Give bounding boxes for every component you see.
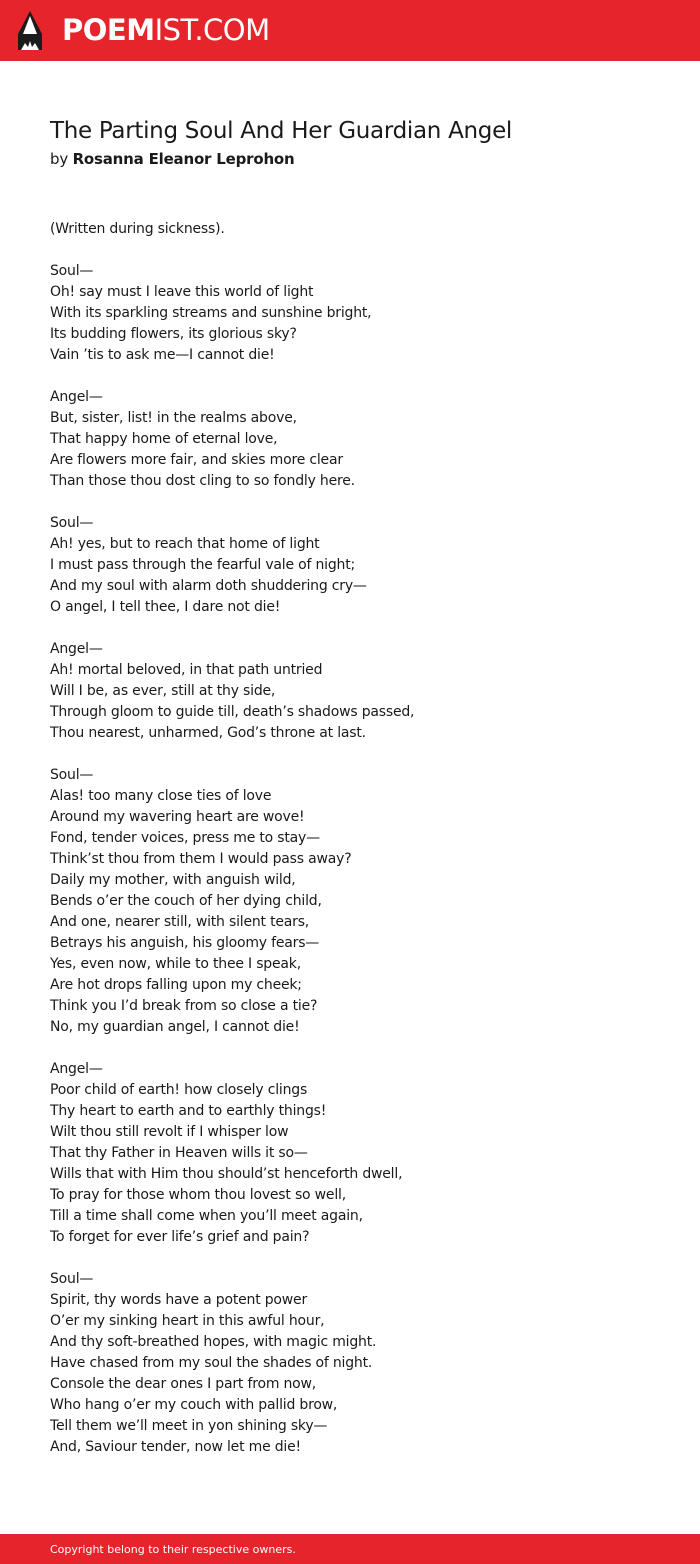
- poem-line: Wills that with Him thou should’st henceforth dwell,: [50, 1166, 403, 1182]
- site-footer: [0, 1534, 700, 1564]
- poem-line: Through gloom to guide till, death’s shadows passed,: [50, 704, 415, 720]
- poem-title: The Parting Soul And Her Guardian Angel: [50, 118, 513, 144]
- poem-line: Thy heart to earth and to earthly things!: [50, 1103, 327, 1119]
- poem-line: Wilt thou still revolt if I whisper low: [50, 1124, 289, 1140]
- poem-body: [50, 219, 414, 1458]
- poem-line: Will I be, as ever, still at thy side,: [50, 683, 276, 699]
- poem-line: Its budding flowers, its glorious sky?: [50, 326, 297, 342]
- poem-line: (Written during sickness).: [50, 221, 225, 237]
- poem-line: Who hang o’er my couch with pallid brow,: [50, 1397, 338, 1413]
- poem-line: Betrays his anguish, his gloomy fears—: [50, 935, 320, 951]
- site-header: [0, 0, 700, 61]
- poem-line: Ah! yes, but to reach that home of light: [50, 536, 320, 552]
- poem-line: Alas! too many close ties of love: [50, 788, 272, 804]
- poem-line: Are flowers more fair, and skies more clear: [50, 452, 343, 468]
- stanza-break: [50, 1038, 414, 1059]
- poem-line: Oh! say must I leave this world of light: [50, 284, 314, 300]
- poem-line: Think’st thou from them I would pass away?: [50, 851, 352, 867]
- poem-line: That thy Father in Heaven wills it so—: [50, 1145, 308, 1161]
- poem-line: Around my wavering heart are wove!: [50, 809, 305, 825]
- stanza-break: [50, 618, 414, 639]
- poem-line: And, Saviour tender, now let me die!: [50, 1439, 301, 1455]
- poem-line: Vain ’tis to ask me—I cannot die!: [50, 347, 275, 363]
- poem-line: To forget for ever life’s grief and pain?: [50, 1229, 310, 1245]
- pen-nib-icon[interactable]: [17, 10, 43, 52]
- stanza-break: [50, 240, 414, 261]
- poem-line: Think you I’d break from so close a tie?: [50, 998, 318, 1014]
- poem-line: With its sparkling streams and sunshine bright,: [50, 305, 372, 321]
- poem-line: Console the dear ones I part from now,: [50, 1376, 317, 1392]
- poem-line: Angel—: [50, 1061, 103, 1077]
- stanza-break: [50, 744, 414, 765]
- logo-bold-text: POEM: [62, 13, 155, 47]
- poem-line: Soul—: [50, 1271, 94, 1287]
- stanza-break: [50, 1248, 414, 1269]
- poem-line: Fond, tender voices, press me to stay—: [50, 830, 320, 846]
- stanza-break: [50, 492, 414, 513]
- poem-line: And one, nearer still, with silent tears,: [50, 914, 310, 930]
- poem-line: Yes, even now, while to thee I speak,: [50, 956, 301, 972]
- poem-line: Have chased from my soul the shades of night.: [50, 1355, 373, 1371]
- poem-line: O’er my sinking heart in this awful hour,: [50, 1313, 325, 1329]
- poem-line: Angel—: [50, 389, 103, 405]
- stanza-break: [50, 366, 414, 387]
- poem-line: Poor child of earth! how closely clings: [50, 1082, 308, 1098]
- poem-line: To pray for those whom thou lovest so well,: [50, 1187, 346, 1203]
- poem-line: And thy soft-breathed hopes, with magic might.: [50, 1334, 377, 1350]
- poem-line: Till a time shall come when you’ll meet again,: [50, 1208, 363, 1224]
- poem-line: Than those thou dost cling to so fondly here.: [50, 473, 355, 489]
- poem-line: Spirit, thy words have a potent power: [50, 1292, 308, 1308]
- poem-line: I must pass through the fearful vale of night;: [50, 557, 356, 573]
- poem-line: Bends o’er the couch of her dying child,: [50, 893, 322, 909]
- poem-line: Tell them we’ll meet in yon shining sky—: [50, 1418, 328, 1434]
- poem-line: But, sister, list! in the realms above,: [50, 410, 297, 426]
- poem-line: Ah! mortal beloved, in that path untried: [50, 662, 323, 678]
- site-logo[interactable]: [62, 12, 270, 48]
- poem-line: Daily my mother, with anguish wild,: [50, 872, 296, 888]
- poem-line: Soul—: [50, 515, 94, 531]
- author-name: Rosanna Eleanor Leprohon: [72, 150, 295, 168]
- byline-prefix: by: [50, 150, 68, 168]
- poem-line: And my soul with alarm doth shuddering cry—: [50, 578, 367, 594]
- poem-line: No, my guardian angel, I cannot die!: [50, 1019, 300, 1035]
- poem-line: Thou nearest, unharmed, God’s throne at last.: [50, 725, 366, 741]
- byline: [50, 148, 295, 170]
- poem-line: That happy home of eternal love,: [50, 431, 278, 447]
- poem-line: O angel, I tell thee, I dare not die!: [50, 599, 281, 615]
- poem-line: Soul—: [50, 767, 94, 783]
- poem-line: Are hot drops falling upon my cheek;: [50, 977, 302, 993]
- poem-line: Angel—: [50, 641, 103, 657]
- copyright-text: Copyright belong to their respective owners.: [50, 1543, 296, 1556]
- logo-light-text: IST.COM: [154, 13, 270, 47]
- poem-line: Soul—: [50, 263, 94, 279]
